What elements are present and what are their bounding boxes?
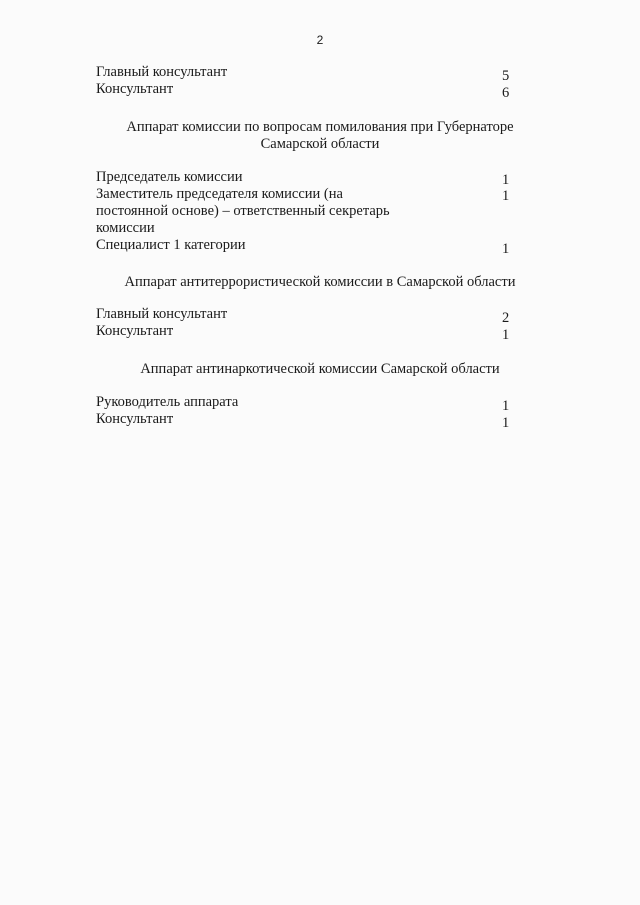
- position-count: 1: [502, 241, 510, 257]
- staff-row: [96, 411, 516, 431]
- position-label: Руководитель аппарата: [96, 394, 239, 410]
- position-count: 1: [502, 188, 510, 204]
- position-count: 1: [502, 415, 510, 431]
- position-label: Консультант: [96, 81, 174, 97]
- staff-row: [96, 237, 516, 257]
- staff-row: [96, 81, 516, 101]
- section-heading: [60, 119, 580, 153]
- staff-row: [96, 169, 516, 186]
- staff-row: [96, 323, 516, 343]
- staff-row: [96, 306, 516, 326]
- page-number: 2: [316, 33, 324, 47]
- position-label: Главный консультант: [96, 64, 228, 80]
- position-label: Специалист 1 категории: [96, 237, 246, 253]
- position-count: 1: [502, 327, 510, 343]
- section-heading: Аппарат антитеррористической комиссии в Самарской области: [124, 274, 516, 290]
- position-label: постоянной основе) – ответственный секретарь: [96, 203, 390, 219]
- position-label: Консультант: [96, 411, 174, 427]
- position-count: 6: [502, 85, 510, 101]
- position-label: Председатель комиссии: [96, 169, 243, 185]
- position-count: 1: [502, 172, 510, 188]
- staff-row: [96, 64, 516, 84]
- position-count: 1: [502, 398, 510, 414]
- position-count: 5: [502, 68, 510, 84]
- staff-row: [96, 394, 516, 414]
- position-label: Заместитель председателя комиссии (на: [96, 186, 343, 202]
- section-heading-line: Аппарат комиссии по вопросам помилования при Губернаторе: [126, 119, 514, 135]
- staff-row: [96, 186, 516, 237]
- section-heading-line: Самарской области: [260, 136, 380, 152]
- section-heading: Аппарат антинаркотической комиссии Самарской области: [140, 361, 500, 377]
- position-label: Консультант: [96, 323, 174, 339]
- position-count: 2: [502, 310, 510, 326]
- position-label: комиссии: [96, 220, 155, 236]
- position-label: Главный консультант: [96, 306, 228, 322]
